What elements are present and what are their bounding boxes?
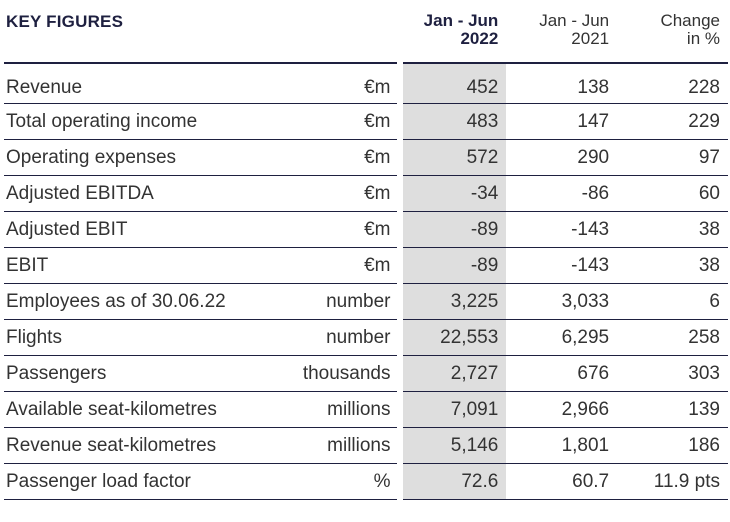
column-header-2022-line1: Jan - Jun bbox=[423, 11, 499, 30]
value-change: 303 bbox=[617, 356, 728, 392]
table-title: KEY FIGURES bbox=[4, 4, 397, 64]
table-header-row bbox=[4, 4, 728, 64]
row-unit: €m bbox=[291, 212, 397, 248]
row-unit: millions bbox=[291, 428, 397, 464]
row-unit: millions bbox=[291, 392, 397, 428]
value-change: 97 bbox=[617, 140, 728, 176]
value-change: 38 bbox=[617, 248, 728, 284]
table-body bbox=[4, 64, 728, 500]
table-row bbox=[4, 392, 728, 428]
value-2021: 138 bbox=[506, 64, 617, 104]
key-figures-table bbox=[4, 4, 728, 500]
column-header-2022 bbox=[403, 4, 507, 64]
value-2022: 7,091 bbox=[403, 392, 507, 428]
table-row bbox=[4, 64, 728, 104]
row-unit: €m bbox=[291, 140, 397, 176]
value-2021: 2,966 bbox=[506, 392, 617, 428]
table-row bbox=[4, 284, 728, 320]
row-unit: number bbox=[291, 320, 397, 356]
value-2021: 1,801 bbox=[506, 428, 617, 464]
column-header-2022-line2: 2022 bbox=[460, 29, 499, 48]
value-2021: -86 bbox=[506, 176, 617, 212]
row-label: Revenue bbox=[4, 64, 291, 104]
table-row bbox=[4, 140, 728, 176]
value-change: 11.9 pts bbox=[617, 464, 728, 500]
row-unit: thousands bbox=[291, 356, 397, 392]
row-label: Flights bbox=[4, 320, 291, 356]
value-change: 60 bbox=[617, 176, 728, 212]
table-row bbox=[4, 356, 728, 392]
table-row bbox=[4, 428, 728, 464]
value-2022: 452 bbox=[403, 64, 507, 104]
row-label: Total operating income bbox=[4, 104, 291, 140]
value-2022: 5,146 bbox=[403, 428, 507, 464]
value-change: 38 bbox=[617, 212, 728, 248]
row-unit: €m bbox=[291, 104, 397, 140]
row-label: Operating expenses bbox=[4, 140, 291, 176]
value-change: 229 bbox=[617, 104, 728, 140]
value-2022: 483 bbox=[403, 104, 507, 140]
column-header-change-line2: in % bbox=[686, 29, 720, 48]
row-label: Passenger load factor bbox=[4, 464, 291, 500]
value-change: 258 bbox=[617, 320, 728, 356]
row-label: EBIT bbox=[4, 248, 291, 284]
row-label: Adjusted EBITDA bbox=[4, 176, 291, 212]
column-header-2021 bbox=[506, 4, 617, 64]
column-header-change-line1: Change bbox=[660, 11, 720, 30]
table-row bbox=[4, 104, 728, 140]
column-header-2021-line2: 2021 bbox=[571, 29, 610, 48]
table-row bbox=[4, 320, 728, 356]
value-2021: -143 bbox=[506, 248, 617, 284]
row-label: Employees as of 30.06.22 bbox=[4, 284, 291, 320]
value-2022: 22,553 bbox=[403, 320, 507, 356]
value-change: 228 bbox=[617, 64, 728, 104]
row-unit: €m bbox=[291, 176, 397, 212]
column-header-change bbox=[617, 4, 728, 64]
value-2022: 72.6 bbox=[403, 464, 507, 500]
table-row bbox=[4, 176, 728, 212]
value-change: 186 bbox=[617, 428, 728, 464]
value-2021: 6,295 bbox=[506, 320, 617, 356]
table-row bbox=[4, 464, 728, 500]
table-row bbox=[4, 212, 728, 248]
value-2022: -89 bbox=[403, 248, 507, 284]
value-2021: 3,033 bbox=[506, 284, 617, 320]
row-unit: number bbox=[291, 284, 397, 320]
row-label: Adjusted EBIT bbox=[4, 212, 291, 248]
value-2021: 60.7 bbox=[506, 464, 617, 500]
value-2022: -34 bbox=[403, 176, 507, 212]
value-2022: 2,727 bbox=[403, 356, 507, 392]
value-2021: 290 bbox=[506, 140, 617, 176]
row-label: Available seat-kilometres bbox=[4, 392, 291, 428]
value-2021: -143 bbox=[506, 212, 617, 248]
row-unit: % bbox=[291, 464, 397, 500]
value-2022: 572 bbox=[403, 140, 507, 176]
value-2021: 676 bbox=[506, 356, 617, 392]
value-2022: -89 bbox=[403, 212, 507, 248]
row-unit: €m bbox=[291, 248, 397, 284]
column-header-2021-line1: Jan - Jun bbox=[539, 11, 610, 30]
value-2021: 147 bbox=[506, 104, 617, 140]
value-change: 6 bbox=[617, 284, 728, 320]
row-label: Revenue seat-kilometres bbox=[4, 428, 291, 464]
value-2022: 3,225 bbox=[403, 284, 507, 320]
row-label: Passengers bbox=[4, 356, 291, 392]
value-change: 139 bbox=[617, 392, 728, 428]
table-row bbox=[4, 248, 728, 284]
row-unit: €m bbox=[291, 64, 397, 104]
